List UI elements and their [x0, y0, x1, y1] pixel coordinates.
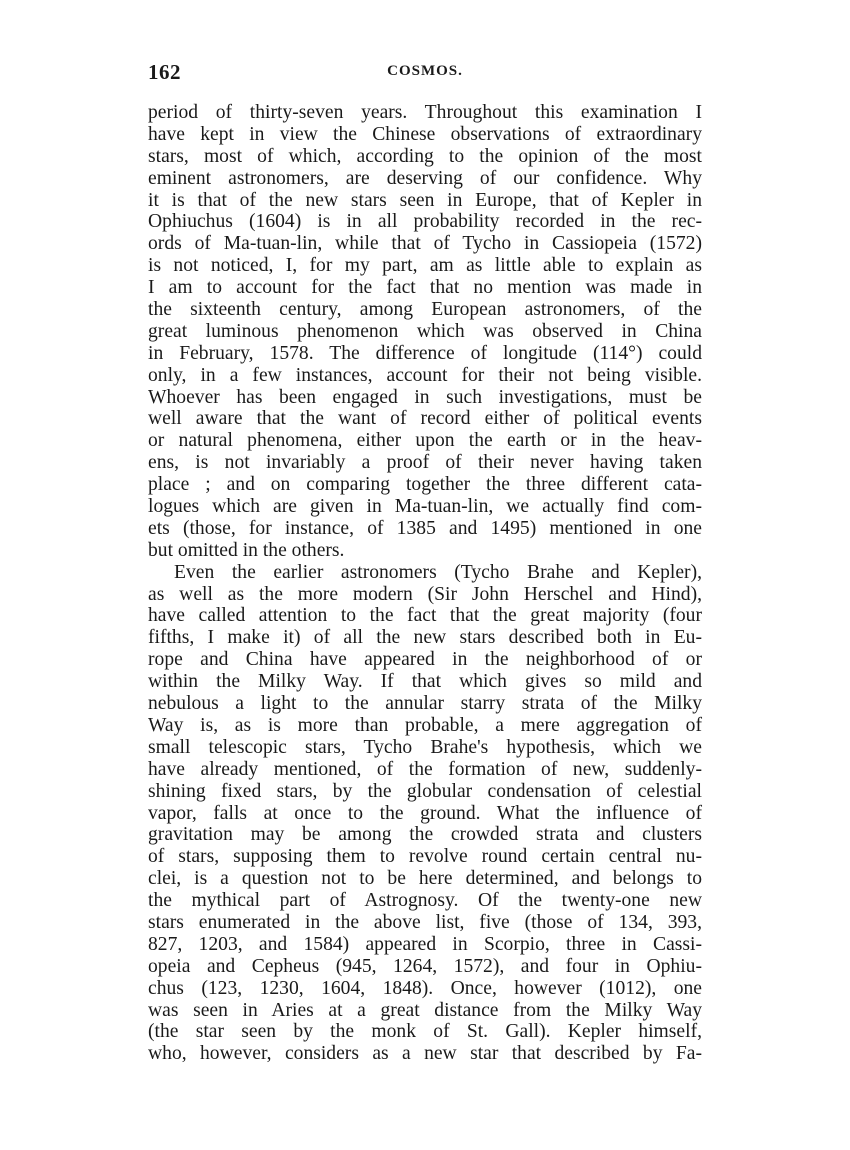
text-line: in February, 1578. The difference of longitude (114°) could — [148, 342, 702, 364]
text-line: it is that of the new stars seen in Europe, that of Kepler in — [148, 189, 702, 211]
text-line: only, in a few instances, account for their not being visible. — [148, 364, 702, 386]
text-line: period of thirty-seven years. Throughout this examination I — [148, 102, 702, 123]
text-line: ets (those, for instance, of 1385 and 1495) mentioned in one — [148, 517, 702, 539]
text-line: ens, is not invariably a proof of their never having taken — [148, 452, 702, 474]
text-line: stars, most of which, according to the opinion of the most — [148, 145, 702, 167]
text-line: rope and China have appeared in the neighborhood of or — [148, 649, 702, 671]
body-text — [148, 102, 702, 1065]
text-line: Whoever has been engaged in such investigations, must be — [148, 386, 702, 408]
text-line: shining fixed stars, by the globular condensation of celestial — [148, 780, 702, 802]
text-line: small telescopic stars, Tycho Brahe's hypothesis, which we — [148, 736, 702, 758]
text-line: as well as the more modern (Sir John Herschel and Hind), — [148, 583, 702, 605]
text-line: (the star seen by the monk of St. Gall). Kepler himself, — [148, 1021, 702, 1043]
text-line: the sixteenth century, among European astronomers, of the — [148, 299, 702, 321]
text-line: was seen in Aries at a great distance from the Milky Way — [148, 999, 702, 1021]
text-line: who, however, considers as a new star that described by Fa- — [148, 1043, 702, 1065]
text-line: is not noticed, I, for my part, am as little able to explain as — [148, 255, 702, 277]
running-title: COSMOS. — [387, 63, 463, 79]
text-line: Way is, as is more than probable, a mere aggregation of — [148, 714, 702, 736]
text-line: clei, is a question not to be here determined, and belongs to — [148, 868, 702, 890]
text-line: nebulous a light to the annular starry strata of the Milky — [148, 693, 702, 715]
text-line: stars enumerated in the above list, five (those of 134, 393, — [148, 911, 702, 933]
text-line: have already mentioned, of the formation of new, suddenly- — [148, 758, 702, 780]
text-line: have called attention to the fact that the great majority (four — [148, 605, 702, 627]
text-line: great luminous phenomenon which was observed in China — [148, 320, 702, 342]
text-line: chus (123, 1230, 1604, 1848). Once, however (1012), one — [148, 977, 702, 999]
text-line: well aware that the want of record either of political events — [148, 408, 702, 430]
text-line: Ophiuchus (1604) is in all probability recorded in the rec- — [148, 211, 702, 233]
running-head — [148, 60, 702, 88]
text-line: of stars, supposing them to revolve round certain central nu- — [148, 846, 702, 868]
text-line: 827, 1203, and 1584) appeared in Scorpio, three in Cassi- — [148, 933, 702, 955]
text-line: vapor, falls at once to the ground. What the influence of — [148, 802, 702, 824]
text-line: fifths, I make it) of all the new stars described both in Eu- — [148, 627, 702, 649]
text-line: opeia and Cepheus (945, 1264, 1572), and four in Ophiu- — [148, 955, 702, 977]
text-line: place ; and on comparing together the three different cata- — [148, 474, 702, 496]
paragraph-end-line: but omitted in the others. — [148, 539, 345, 561]
text-line: eminent astronomers, are deserving of our confidence. Why — [148, 167, 702, 189]
text-line: logues which are given in Ma-tuan-lin, we actually find com- — [148, 496, 702, 518]
paragraph-first-line: Even the earlier astronomers (Tycho Brahe and Kepler), — [174, 561, 702, 583]
text-line: or natural phenomena, either upon the earth or in the heav- — [148, 430, 702, 452]
text-line: ords of Ma-tuan-lin, while that of Tycho in Cassiopeia (1572) — [148, 233, 702, 255]
text-line: have kept in view the Chinese observations of extraordinary — [148, 123, 702, 145]
text-line: I am to account for the fact that no mention was made in — [148, 277, 702, 299]
page-number: 162 — [148, 60, 181, 84]
text-line: within the Milky Way. If that which gives so mild and — [148, 671, 702, 693]
text-line: the mythical part of Astrognosy. Of the twenty-one new — [148, 890, 702, 912]
text-line: gravitation may be among the crowded strata and clusters — [148, 824, 702, 846]
